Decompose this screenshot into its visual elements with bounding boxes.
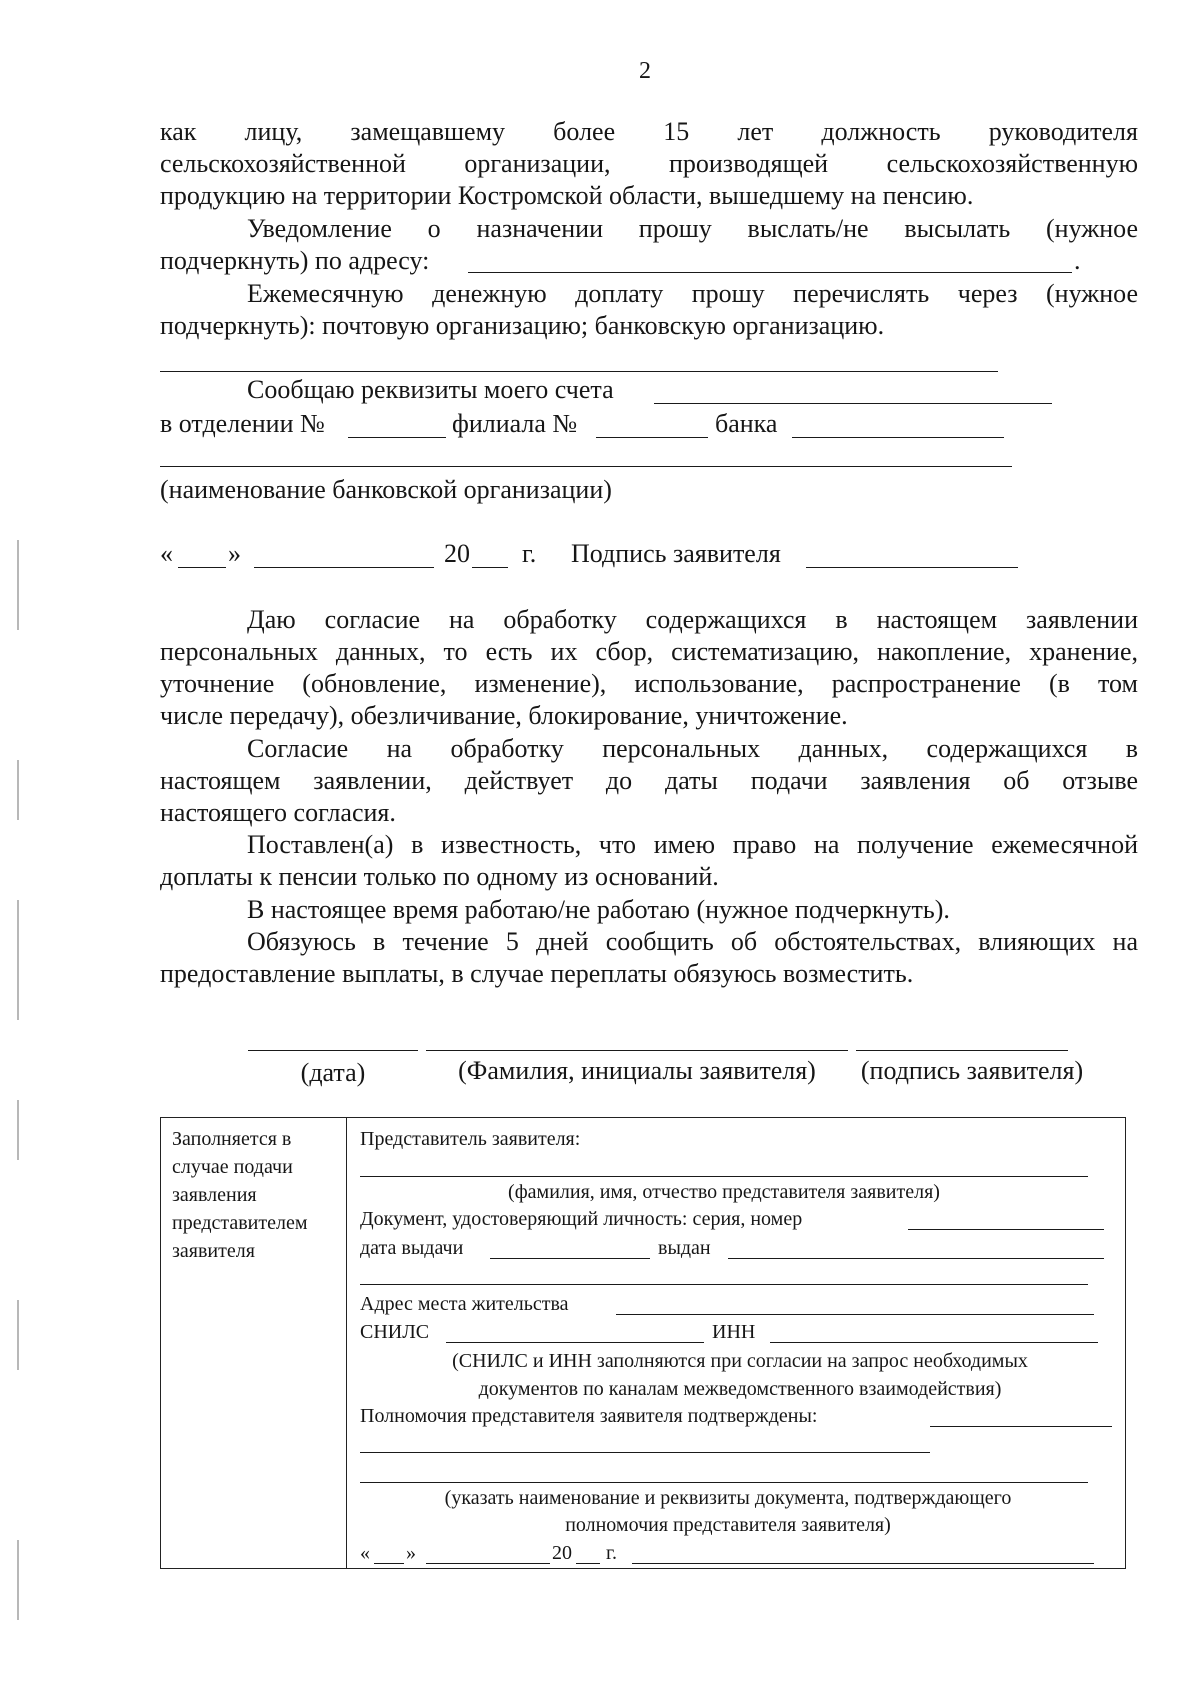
- bank-name-caption: (наименование банковской организации): [160, 475, 612, 504]
- rep-day-field[interactable]: [374, 1563, 404, 1564]
- table-left-text: случае подачи: [172, 1156, 293, 1178]
- powers-line-2[interactable]: [360, 1452, 930, 1453]
- page-number: 2: [639, 58, 651, 84]
- body-line: предоставление выплаты, в случае переплаты обязуюсь возместить.: [160, 959, 914, 988]
- body-line: Даю согласие на обработку содержащихся в настоящем заявлении: [247, 605, 1138, 634]
- table-left-text: заявителя: [172, 1240, 255, 1262]
- powers-caption: полномочия представителя заявителя): [565, 1514, 891, 1536]
- signature-label: Подпись заявителя: [571, 539, 781, 568]
- body-line: доплаты к пенсии только по одному из оснований.: [160, 862, 719, 891]
- snils-field[interactable]: [446, 1342, 704, 1343]
- quote-close: »: [228, 539, 241, 568]
- rep-year-field[interactable]: [576, 1563, 600, 1564]
- inn-label: ИНН: [712, 1321, 756, 1343]
- year-prefix: 20: [444, 539, 470, 568]
- signature-signature-field[interactable]: [856, 1050, 1068, 1051]
- doc-number-field[interactable]: [908, 1229, 1104, 1230]
- filial-label: филиала №: [452, 409, 578, 438]
- scan-artifact: [17, 540, 19, 630]
- body-line: сельскохозяйственной организации, производящей сельскохозяйственную: [160, 149, 1138, 178]
- powers-field[interactable]: [930, 1426, 1112, 1427]
- rep-signature-field[interactable]: [632, 1563, 1094, 1564]
- signature-field[interactable]: [806, 567, 1018, 568]
- issued-by-label: выдан: [658, 1237, 711, 1259]
- quote-open: «: [360, 1542, 370, 1564]
- day-field[interactable]: [178, 567, 226, 568]
- body-line: Обязуюсь в течение 5 дней сообщить об обстоятельствах, влияющих на: [247, 927, 1138, 956]
- filial-number-field[interactable]: [596, 437, 708, 438]
- body-line: Ежемесячную денежную доплату прошу перечислять через (нужное: [247, 279, 1138, 308]
- bank-field[interactable]: [792, 437, 1004, 438]
- inn-field[interactable]: [770, 1342, 1098, 1343]
- table-left-text: Заполняется в: [172, 1128, 292, 1150]
- issued-by-continued-field[interactable]: [360, 1284, 1088, 1285]
- rep-caption: (фамилия, имя, отчество представителя заявителя): [508, 1181, 940, 1203]
- powers-label: Полномочия представителя заявителя подтверждены:: [360, 1405, 818, 1427]
- body-line: продукцию на территории Костромской области, вышедшему на пенсию.: [160, 181, 974, 210]
- bank-label: банка: [715, 409, 778, 438]
- name-signature-field[interactable]: [426, 1050, 848, 1051]
- year-suffix: г.: [522, 539, 537, 568]
- scan-artifact: [17, 900, 19, 1020]
- body-line: как лицу, замещавшему более 15 лет должность руководителя: [160, 117, 1138, 146]
- rep-address-field[interactable]: [616, 1314, 1094, 1315]
- table-left-text: представителем: [172, 1212, 308, 1234]
- year-suffix: г.: [606, 1542, 617, 1564]
- rep-label: Представитель заявителя:: [360, 1128, 581, 1150]
- body-line: Согласие на обработку персональных данных, содержащихся в: [247, 734, 1138, 763]
- blank-line[interactable]: [160, 371, 998, 372]
- powers-line-3[interactable]: [360, 1482, 1088, 1483]
- year-prefix: 20: [552, 1542, 572, 1564]
- address-label: Адрес места жительства: [360, 1293, 569, 1315]
- body-line: уточнение (обновление, изменение), использование, распространение (в том: [160, 669, 1138, 698]
- table-divider: [346, 1117, 347, 1568]
- snils-inn-note: (СНИЛС и ИНН заполняются при согласии на запрос необходимых: [452, 1350, 1028, 1372]
- doc-label: Документ, удостоверяющий личность: серия, номер: [360, 1208, 803, 1230]
- line-end-period: .: [1074, 246, 1081, 275]
- scan-artifact: [17, 760, 19, 820]
- body-line: Поставлен(а) в известность, что имею право на получение ежемесячной: [247, 830, 1138, 859]
- month-field[interactable]: [254, 567, 434, 568]
- body-line: В настоящее время работаю/не работаю (нужное подчеркнуть).: [247, 895, 950, 924]
- issued-by-field[interactable]: [728, 1258, 1104, 1259]
- branch-label: в отделении №: [160, 409, 325, 438]
- account-label: Сообщаю реквизиты моего счета: [247, 375, 614, 404]
- bank-name-field[interactable]: [160, 466, 1012, 467]
- quote-close: »: [406, 1542, 416, 1564]
- name-caption: (Фамилия, инициалы заявителя): [458, 1056, 816, 1085]
- branch-number-field[interactable]: [348, 437, 446, 438]
- body-line: числе передачу), обезличивание, блокирование, уничтожение.: [160, 701, 848, 730]
- date-signature-field[interactable]: [248, 1050, 418, 1051]
- year-field[interactable]: [472, 567, 508, 568]
- snils-label: СНИЛС: [360, 1321, 430, 1343]
- table-left-text: заявления: [172, 1184, 257, 1206]
- scan-artifact: [17, 1540, 19, 1620]
- body-line: подчеркнуть) по адресу:: [160, 246, 430, 275]
- body-line: настоящего согласия.: [160, 798, 396, 827]
- rep-month-field[interactable]: [426, 1563, 550, 1564]
- account-field[interactable]: [654, 403, 1052, 404]
- scan-artifact: [17, 1100, 19, 1160]
- signature-caption: (подпись заявителя): [860, 1056, 1084, 1085]
- scan-artifact: [17, 1300, 19, 1370]
- snils-inn-note: документов по каналам межведомственного взаимодействия): [478, 1378, 1002, 1400]
- body-line: подчеркнуть): почтовую организацию; банковскую организацию.: [160, 311, 885, 340]
- body-line: Уведомление о назначении прошу выслать/не высылать (нужное: [247, 214, 1138, 243]
- quote-open: «: [160, 539, 173, 568]
- issue-date-label: дата выдачи: [360, 1237, 464, 1259]
- rep-name-field[interactable]: [360, 1176, 1088, 1177]
- date-caption: (дата): [300, 1058, 366, 1087]
- powers-caption: (указать наименование и реквизиты документа, подтверждающего: [444, 1487, 1012, 1509]
- body-line: настоящем заявлении, действует до даты подачи заявления об отзыве: [160, 766, 1138, 795]
- issue-date-field[interactable]: [490, 1258, 650, 1259]
- address-field[interactable]: [468, 272, 1072, 273]
- body-line: персональных данных, то есть их сбор, систематизацию, накопление, хранение,: [160, 637, 1138, 666]
